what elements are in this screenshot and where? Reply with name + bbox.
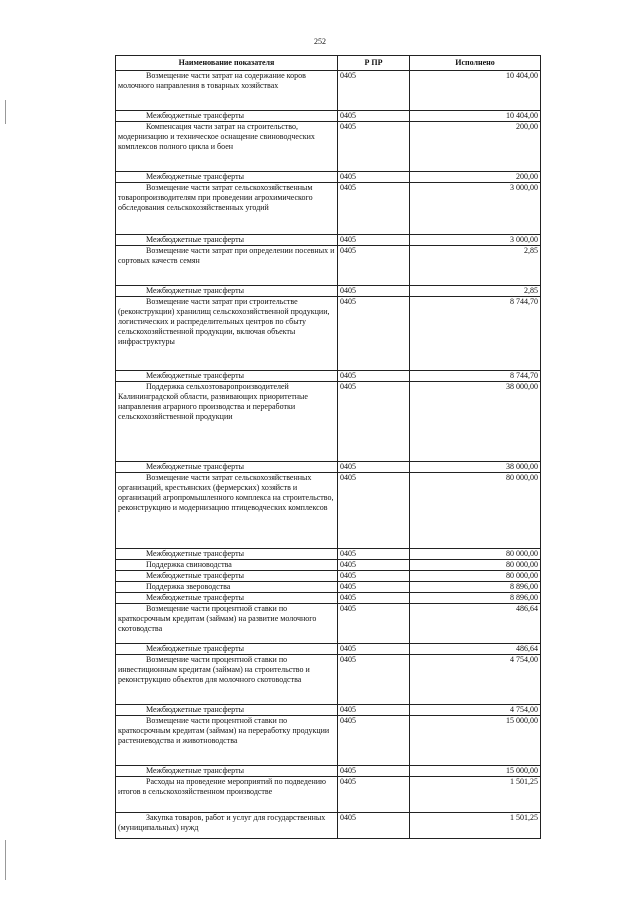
row-name: Возмещение части затрат сельскохозяйственных организаций, крестьянских (фермерских) хозяйств и организаций агропромышленного комплекса на строительство, реконструкцию и модернизацию птицеводческих комплексов <box>116 473 338 549</box>
row-name: Поддержка сельхозтоваропроизводителей Калининградской области, развивающих приоритетные направления аграрного производства и переработки сельскохозяйственной продукции <box>116 382 338 462</box>
row-code: 0405 <box>338 473 410 549</box>
table-row <box>116 655 541 705</box>
row-name: Возмещение части затрат при строительстве (реконструкции) хранилищ сельскохозяйственной продукции, логистических и распределительных центров по сбыту сельскохозяйственной продукции, включая объекты инфраструктуры <box>116 297 338 371</box>
budget-table <box>115 55 541 839</box>
row-name: Межбюджетные трансферты <box>116 462 338 473</box>
row-name: Возмещение части затрат сельскохозяйственным товаропроизводителям при проведении агрохимического обследования сельскохозяйственных угодий <box>116 183 338 235</box>
row-name: Возмещение части процентной ставки по инвестиционным кредитам (займам) на строительство и реконструкцию объектов для молочного скотоводства <box>116 655 338 705</box>
row-code: 0405 <box>338 560 410 571</box>
row-amount: 10 404,00 <box>410 71 541 111</box>
scan-margin-mark <box>5 100 6 124</box>
row-name: Межбюджетные трансферты <box>116 705 338 716</box>
row-code: 0405 <box>338 582 410 593</box>
row-code: 0405 <box>338 716 410 766</box>
row-code: 0405 <box>338 462 410 473</box>
table-row <box>116 766 541 777</box>
row-code: 0405 <box>338 777 410 813</box>
table-row <box>116 593 541 604</box>
table-row <box>116 716 541 766</box>
row-code: 0405 <box>338 235 410 246</box>
row-name: Межбюджетные трансферты <box>116 644 338 655</box>
page-number: 252 <box>314 37 326 46</box>
table-row <box>116 582 541 593</box>
row-code: 0405 <box>338 604 410 644</box>
table-row <box>116 122 541 172</box>
row-name: Межбюджетные трансферты <box>116 235 338 246</box>
row-amount: 200,00 <box>410 122 541 172</box>
row-code: 0405 <box>338 766 410 777</box>
row-name: Межбюджетные трансферты <box>116 286 338 297</box>
row-name: Межбюджетные трансферты <box>116 571 338 582</box>
row-name: Поддержка свиноводства <box>116 560 338 571</box>
table-row <box>116 111 541 122</box>
table-row <box>116 183 541 235</box>
table-row <box>116 560 541 571</box>
header-amount: Исполнено <box>410 56 541 71</box>
row-code: 0405 <box>338 593 410 604</box>
table-row <box>116 235 541 246</box>
row-amount: 3 000,00 <box>410 183 541 235</box>
table-row <box>116 644 541 655</box>
table-row <box>116 382 541 462</box>
row-code: 0405 <box>338 183 410 235</box>
row-code: 0405 <box>338 644 410 655</box>
row-name: Поддержка звероводства <box>116 582 338 593</box>
table-row <box>116 286 541 297</box>
row-amount: 8 896,00 <box>410 593 541 604</box>
row-amount: 200,00 <box>410 172 541 183</box>
row-amount: 10 404,00 <box>410 111 541 122</box>
row-code: 0405 <box>338 297 410 371</box>
row-name: Межбюджетные трансферты <box>116 371 338 382</box>
row-amount: 2,85 <box>410 246 541 286</box>
row-name: Расходы на проведение мероприятий по подведению итогов в сельскохозяйственном производстве <box>116 777 338 813</box>
row-name: Межбюджетные трансферты <box>116 172 338 183</box>
row-code: 0405 <box>338 246 410 286</box>
table-row <box>116 473 541 549</box>
row-amount: 15 000,00 <box>410 766 541 777</box>
row-code: 0405 <box>338 655 410 705</box>
table-row <box>116 71 541 111</box>
row-amount: 1 501,25 <box>410 813 541 839</box>
table-row <box>116 604 541 644</box>
row-code: 0405 <box>338 172 410 183</box>
row-code: 0405 <box>338 371 410 382</box>
row-code: 0405 <box>338 71 410 111</box>
table-row <box>116 571 541 582</box>
row-code: 0405 <box>338 286 410 297</box>
header-name: Наименование показателя <box>116 56 338 71</box>
row-amount: 80 000,00 <box>410 571 541 582</box>
row-code: 0405 <box>338 122 410 172</box>
row-name: Возмещение части процентной ставки по краткосрочным кредитам (займам) на переработку продукции растениеводства и животноводства <box>116 716 338 766</box>
row-amount: 80 000,00 <box>410 560 541 571</box>
row-amount: 38 000,00 <box>410 462 541 473</box>
table-row <box>116 462 541 473</box>
row-amount: 8 896,00 <box>410 582 541 593</box>
scan-margin-mark <box>5 840 6 880</box>
row-name: Межбюджетные трансферты <box>116 549 338 560</box>
row-name: Возмещение части процентной ставки по краткосрочным кредитам (займам) на развитие молочного скотоводства <box>116 604 338 644</box>
row-name: Закупка товаров, работ и услуг для государственных (муниципальных) нужд <box>116 813 338 839</box>
row-name: Межбюджетные трансферты <box>116 766 338 777</box>
row-amount: 4 754,00 <box>410 655 541 705</box>
table-header-row <box>116 56 541 71</box>
row-code: 0405 <box>338 111 410 122</box>
table-row <box>116 246 541 286</box>
row-amount: 4 754,00 <box>410 705 541 716</box>
row-amount: 486,64 <box>410 644 541 655</box>
table-row <box>116 297 541 371</box>
row-amount: 3 000,00 <box>410 235 541 246</box>
row-amount: 38 000,00 <box>410 382 541 462</box>
row-amount: 80 000,00 <box>410 549 541 560</box>
table-row <box>116 705 541 716</box>
header-code: Р ПР <box>338 56 410 71</box>
table-row <box>116 371 541 382</box>
row-code: 0405 <box>338 382 410 462</box>
row-amount: 1 501,25 <box>410 777 541 813</box>
table-row <box>116 172 541 183</box>
table-row <box>116 549 541 560</box>
row-code: 0405 <box>338 705 410 716</box>
row-name: Возмещение части затрат при определении посевных и сортовых качеств семян <box>116 246 338 286</box>
row-code: 0405 <box>338 571 410 582</box>
row-amount: 15 000,00 <box>410 716 541 766</box>
row-name: Межбюджетные трансферты <box>116 111 338 122</box>
row-name: Возмещение части затрат на содержание коров молочного направления в товарных хозяйствах <box>116 71 338 111</box>
row-amount: 8 744,70 <box>410 371 541 382</box>
row-name: Межбюджетные трансферты <box>116 593 338 604</box>
row-amount: 486,64 <box>410 604 541 644</box>
table-row <box>116 813 541 839</box>
row-name: Компенсация части затрат на строительство, модернизацию и техническое оснащение свиноводческих комплексов полного цикла и боен <box>116 122 338 172</box>
row-amount: 2,85 <box>410 286 541 297</box>
table-row <box>116 777 541 813</box>
row-amount: 80 000,00 <box>410 473 541 549</box>
row-code: 0405 <box>338 549 410 560</box>
row-code: 0405 <box>338 813 410 839</box>
row-amount: 8 744,70 <box>410 297 541 371</box>
